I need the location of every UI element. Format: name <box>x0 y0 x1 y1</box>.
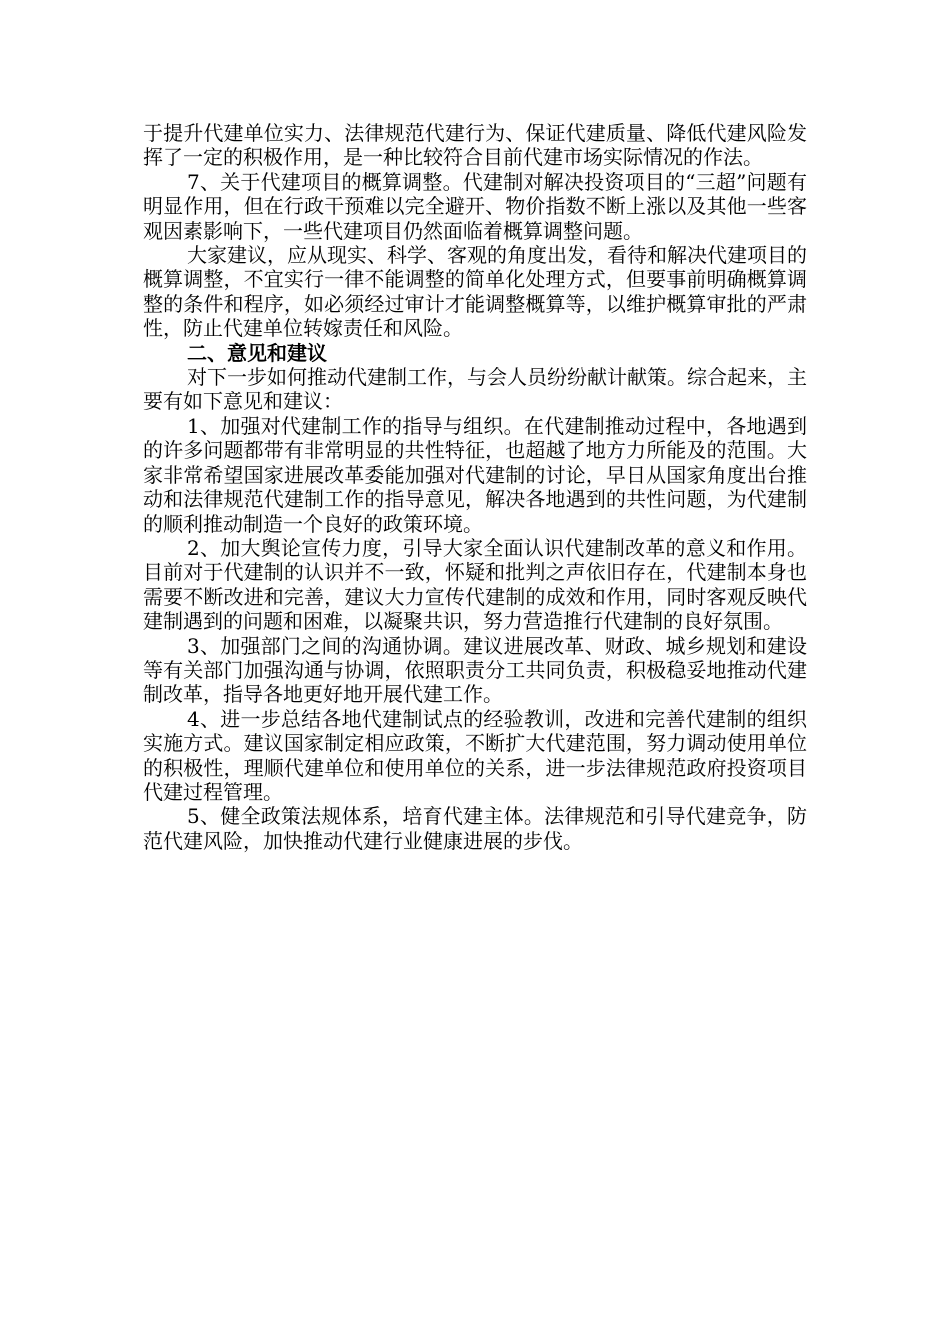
paragraph-item-5: 5、健全政策法规体系，培育代建主体。法律规范和引导代建竞争，防范代建风险，加快推动代建行业健康进展的步伐。 <box>143 804 807 853</box>
paragraph-item-4: 4、进一步总结各地代建制试点的经验教训，改进和完善代建制的组织实施方式。建议国家制定相应政策，不断扩大代建范围，努力调动使用单位的积极性，理顺代建单位和使用单位的关系，进一步法律规范政府投资项目代建过程管理。 <box>143 706 807 804</box>
paragraph-continuation: 于提升代建单位实力、法律规范代建行为、保证代建质量、降低代建风险发挥了一定的积极作用，是一种比较符合目前代建市场实际情况的作法。 <box>143 121 807 170</box>
paragraph-suggestion: 大家建议，应从现实、科学、客观的角度出发，看待和解决代建项目的概算调整，不宜实行一律不能调整的简单化处理方式，但要事前明确概算调整的条件和程序，如必须经过审计才能调整概算等，以维护概算审批的严肃性，防止代建单位转嫁责任和风险。 <box>143 243 807 341</box>
section-heading: 二、意见和建议 <box>187 340 327 365</box>
document-body <box>143 121 807 853</box>
paragraph-intro: 对下一步如何推动代建制工作，与会人员纷纷献计献策。综合起来，主要有如下意见和建议： <box>143 365 807 414</box>
paragraph-item-1: 1、加强对代建制工作的指导与组织。在代建制推动过程中，各地遇到的许多问题都带有非常明显的共性特征，也超越了地方力所能及的范围。大家非常希望国家进展改革委能加强对代建制的讨论，早日从国家角度出台推动和法律规范代建制工作的指导意见，解决各地遇到的共性问题，为代建制的顺利推动制造一个良好的政策环境。 <box>143 413 807 536</box>
paragraph-item-2: 2、加大舆论宣传力度，引导大家全面认识代建制改革的意义和作用。目前对于代建制的认识并不一致，怀疑和批判之声依旧存在，代建制本身也需要不断改进和完善，建议大力宣传代建制的成效和作用，同时客观反映代建制遇到的问题和困难，以凝聚共识，努力营造推行代建制的良好氛围。 <box>143 535 807 634</box>
paragraph-item-3: 3、加强部门之间的沟通协调。建议进展改革、财政、城乡规划和建设等有关部门加强沟通与协调，依照职责分工共同负责，积极稳妥地推动代建制改革，指导各地更好地开展代建工作。 <box>143 633 807 707</box>
paragraph-item-7: 7、关于代建项目的概算调整。代建制对解决投资项目的“三超”问题有明显作用，但在行政干预难以完全避开、物价指数不断上涨以及其他一些客观因素影响下，一些代建项目仍然面临着概算调整问题。 <box>143 169 807 243</box>
